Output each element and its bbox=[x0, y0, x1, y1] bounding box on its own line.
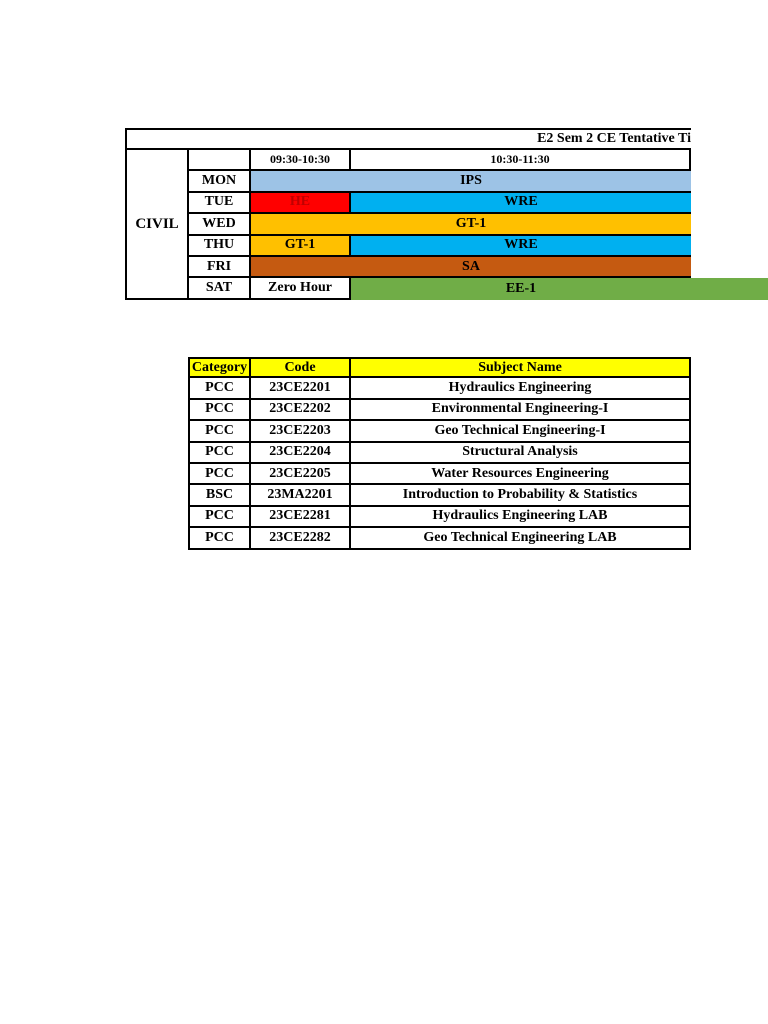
slot-thu-wre: WRE bbox=[351, 236, 691, 257]
row-3-subject: Geo Technical Engineering-I bbox=[351, 421, 691, 442]
row-4-subject: Structural Analysis bbox=[351, 443, 691, 464]
day-tue: TUE bbox=[189, 193, 251, 214]
slot-wed-gt1: GT-1 bbox=[251, 214, 691, 235]
row-3-code: 23CE2203 bbox=[251, 421, 351, 442]
header-category: Category bbox=[188, 357, 251, 378]
time-slot-1: 09:30-10:30 bbox=[251, 150, 351, 171]
row-5-subject: Water Resources Engineering bbox=[351, 464, 691, 485]
slot-fri-sa: SA bbox=[251, 257, 691, 278]
row-8-category: PCC bbox=[188, 528, 251, 549]
slot-sat-ee1: EE-1 bbox=[351, 278, 691, 300]
row-8-subject: Geo Technical Engineering LAB bbox=[351, 528, 691, 549]
row-1-subject: Hydraulics Engineering bbox=[351, 378, 691, 399]
row-2-category: PCC bbox=[188, 400, 251, 421]
slot-mon-ips: IPS bbox=[251, 171, 691, 192]
day-sat: SAT bbox=[189, 278, 251, 299]
row-2-subject: Environmental Engineering-I bbox=[351, 400, 691, 421]
row-6-subject: Introduction to Probability & Statistics bbox=[351, 485, 691, 506]
row-4-category: PCC bbox=[188, 443, 251, 464]
row-7-category: PCC bbox=[188, 507, 251, 528]
day-wed: WED bbox=[189, 214, 251, 235]
row-4-code: 23CE2204 bbox=[251, 443, 351, 464]
slot-tue-he: HE bbox=[251, 193, 351, 214]
row-7-code: 23CE2281 bbox=[251, 507, 351, 528]
row-5-code: 23CE2205 bbox=[251, 464, 351, 485]
slot-tue-wre: WRE bbox=[351, 193, 691, 214]
row-2-code: 23CE2202 bbox=[251, 400, 351, 421]
row-1-code: 23CE2201 bbox=[251, 378, 351, 399]
day-mon: MON bbox=[189, 171, 251, 192]
slot-thu-gt1: GT-1 bbox=[251, 236, 351, 257]
day-thu: THU bbox=[189, 236, 251, 257]
slot-sat-ee1-overflow bbox=[691, 278, 768, 300]
row-8-code: 23CE2282 bbox=[251, 528, 351, 549]
department-label: CIVIL bbox=[125, 150, 189, 300]
row-6-code: 23MA2201 bbox=[251, 485, 351, 506]
time-slot-2: 10:30-11:30 bbox=[351, 150, 691, 171]
row-1-category: PCC bbox=[188, 378, 251, 399]
day-fri: FRI bbox=[189, 257, 251, 278]
header-subject-name: Subject Name bbox=[351, 357, 691, 378]
row-5-category: PCC bbox=[188, 464, 251, 485]
row-3-category: PCC bbox=[188, 421, 251, 442]
header-code: Code bbox=[251, 357, 351, 378]
row-7-subject: Hydraulics Engineering LAB bbox=[351, 507, 691, 528]
timetable-title: E2 Sem 2 CE Tentative Ti bbox=[125, 128, 691, 150]
day-header-blank bbox=[189, 150, 251, 171]
row-6-category: BSC bbox=[188, 485, 251, 506]
slot-sat-zero-hour: Zero Hour bbox=[251, 278, 351, 299]
